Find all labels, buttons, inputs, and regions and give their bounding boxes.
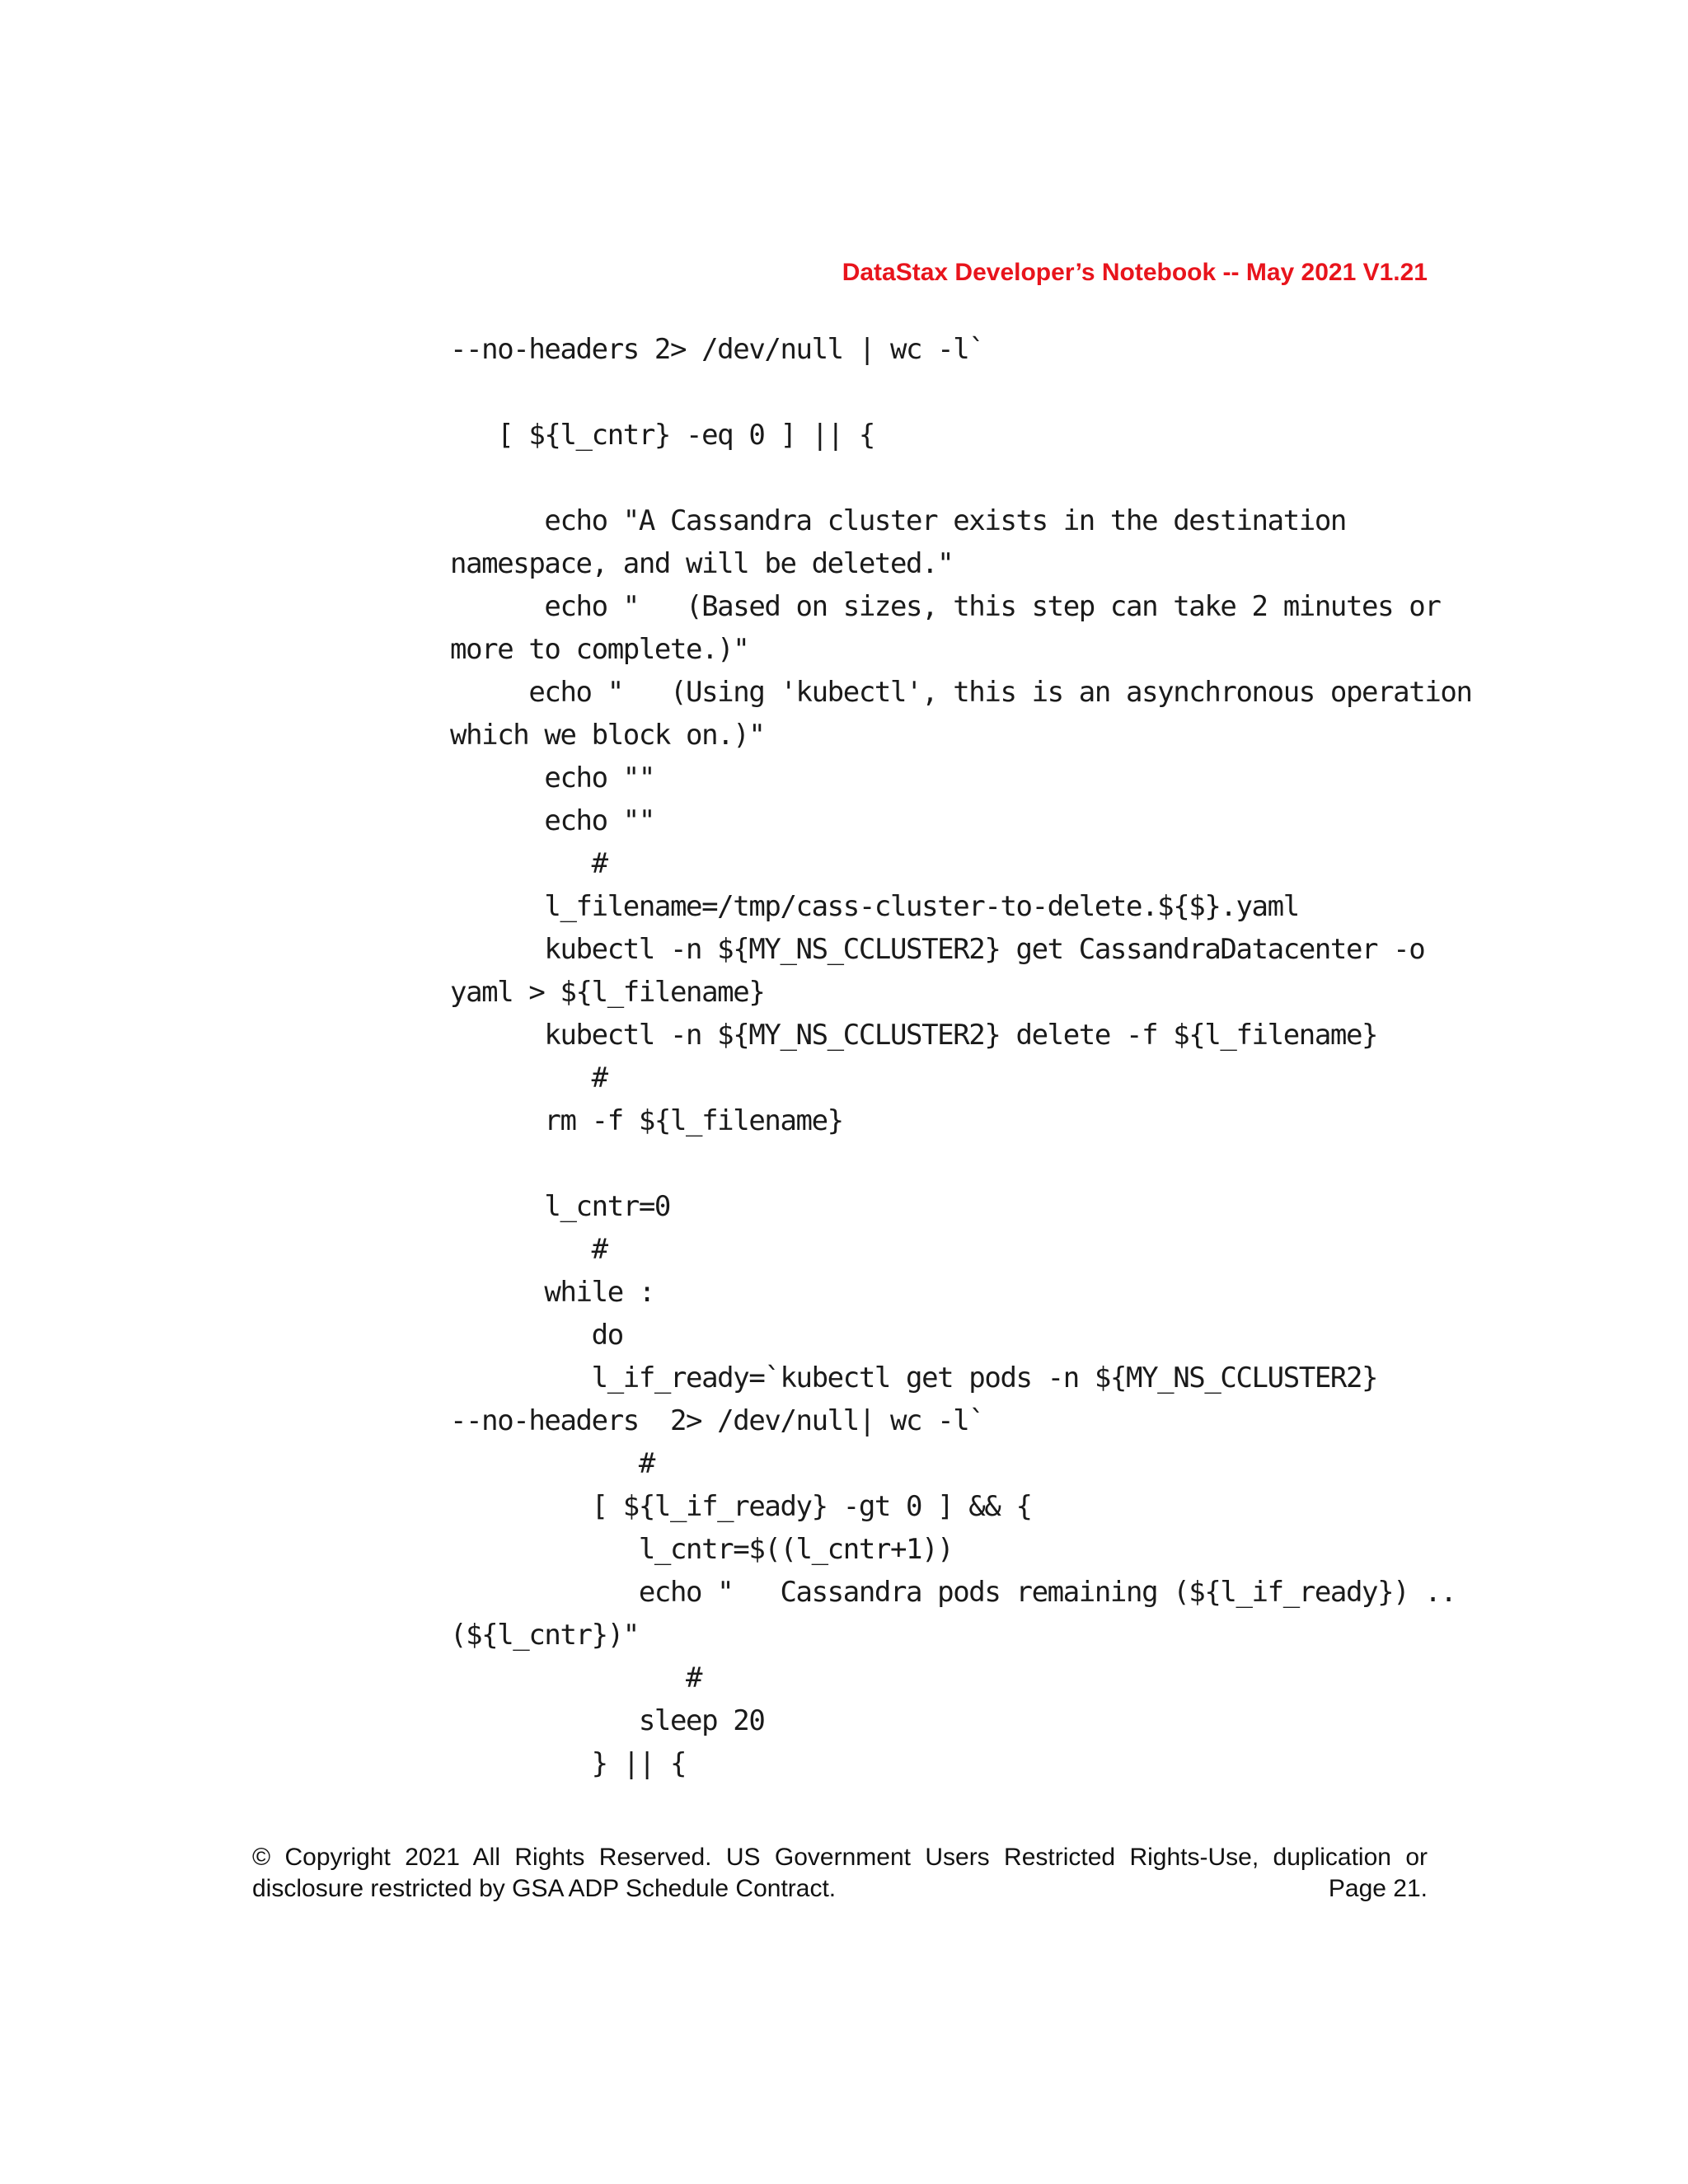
code-line: # (450, 1447, 654, 1480)
code-line: (${l_cntr})" (450, 1619, 639, 1652)
page-footer (252, 1842, 1428, 1905)
code-line: while : (450, 1276, 654, 1309)
code-line: l_cntr=0 (450, 1190, 670, 1223)
code-line: kubectl -n ${MY_NS_CCLUSTER2} get CassandraDatacenter -o (450, 933, 1425, 966)
code-line: l_filename=/tmp/cass-cluster-to-delete.${$}.yaml (450, 890, 1299, 923)
code-line: --no-headers 2> /dev/null | wc -l` (450, 333, 985, 366)
code-line: echo " (Using 'kubectl', this is an asynchronous operation (450, 676, 1472, 709)
code-line: echo "" (450, 762, 654, 794)
code-line: yaml > ${l_filename} (450, 976, 765, 1009)
code-line: [ ${l_cntr} -eq 0 ] || { (450, 419, 874, 452)
code-line: rm -f ${l_filename} (450, 1104, 843, 1137)
code-line: l_if_ready=`kubectl get pods -n ${MY_NS_CCLUSTER2} (450, 1361, 1378, 1394)
code-line: --no-headers 2> /dev/null| wc -l` (450, 1404, 985, 1437)
code-line: # (450, 1233, 607, 1266)
code-block (450, 328, 1472, 1785)
footer-disclosure: disclosure restricted by GSA ADP Schedule Contract. (252, 1875, 837, 1902)
page-header-title: DataStax Developer’s Notebook -- May 2021 V1.21 (842, 259, 1428, 286)
code-line: echo " Cassandra pods remaining (${l_if_ready}) .. (450, 1576, 1456, 1609)
code-line: # (450, 1661, 702, 1694)
footer-copyright: © Copyright 2021 All Rights Reserved. US Government Users Restricted Rights-Use, duplication or (252, 1844, 1428, 1871)
code-line (450, 457, 1472, 499)
code-line: [ ${l_if_ready} -gt 0 ] && { (450, 1490, 1032, 1523)
footer-second-line (252, 1873, 1428, 1905)
code-line (450, 1142, 1472, 1185)
code-line: kubectl -n ${MY_NS_CCLUSTER2} delete -f ${l_filename} (450, 1019, 1378, 1052)
page-number: Page 21. (1328, 1875, 1428, 1902)
code-line: # (450, 847, 607, 880)
code-line: echo " (Based on sizes, this step can take 2 minutes or (450, 590, 1441, 623)
code-line: more to complete.)" (450, 633, 749, 666)
code-line: echo "" (450, 804, 654, 837)
code-line: } || { (450, 1747, 687, 1780)
code-line: namespace, and will be deleted." (450, 547, 954, 580)
code-line: l_cntr=$((l_cntr+1)) (450, 1533, 954, 1566)
code-line: sleep 20 (450, 1704, 765, 1737)
code-line (450, 371, 1472, 414)
code-line: do (450, 1319, 623, 1352)
code-line: # (450, 1062, 607, 1094)
code-line: echo "A Cassandra cluster exists in the destination (450, 504, 1346, 537)
code-line: which we block on.)" (450, 719, 765, 752)
